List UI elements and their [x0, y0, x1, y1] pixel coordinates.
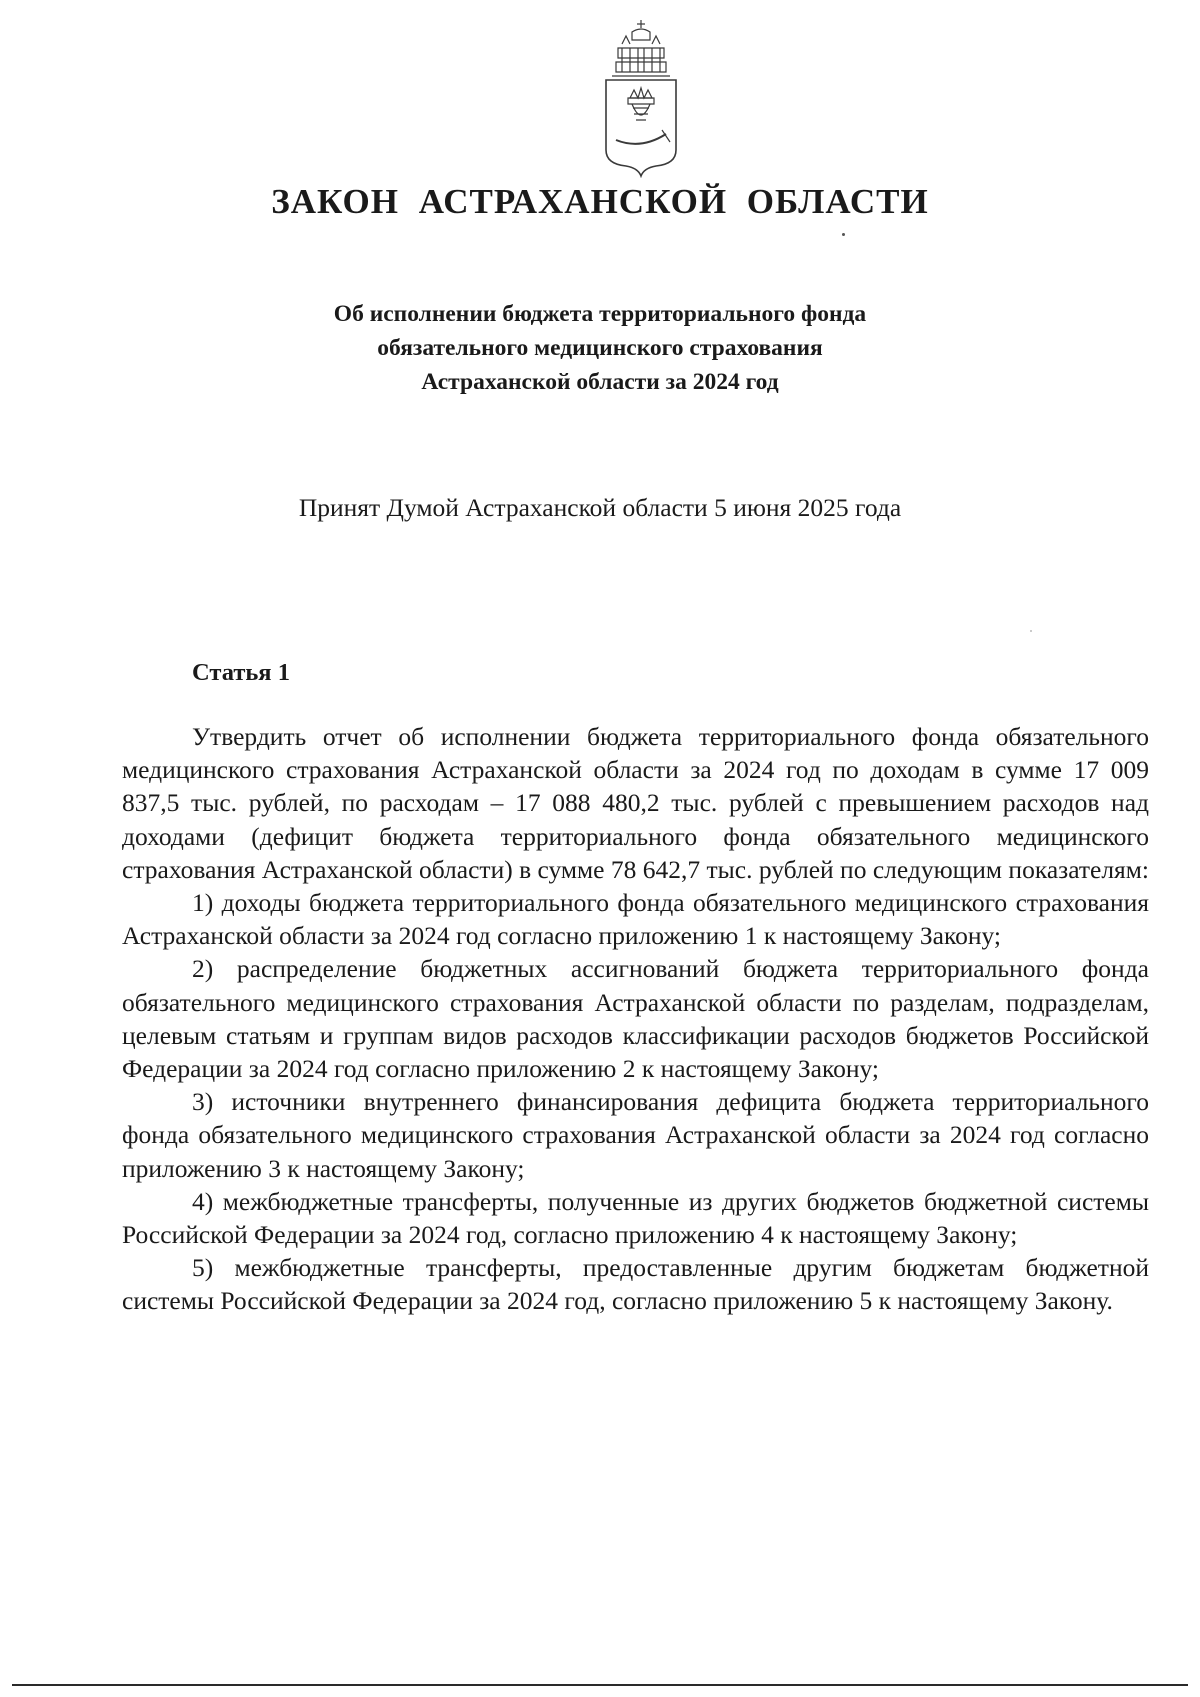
article-item-3: 3) источники внутреннего финансирования дефицита бюджета территориального фонда обязательного медицинского страхования Астраханской области за 2024 год согласно приложению 3 к настоящему Закону;: [122, 1087, 1149, 1183]
adoption-note: Принят Думой Астраханской области 5 июня 2025 года: [298, 493, 902, 522]
article-item-4: 4) межбюджетные трансферты, полученные из других бюджетов бюджетной системы Российской Федерации за 2024 год, согласно приложению 4 к настоящему Закону;: [122, 1186, 1149, 1250]
law-title-line-1: Об исполнении бюджета территориального фонда: [333, 301, 867, 327]
article-heading: Статья 1: [192, 659, 290, 686]
scan-speck: [1030, 630, 1032, 632]
coat-of-arms-emblem: [592, 18, 690, 178]
article-item-5: 5) межбюджетные трансферты, предоставленные другим бюджетам бюджетной системы Российской Федерации за 2024 год, согласно приложению 5 к настоящему Закону.: [122, 1253, 1149, 1316]
article-paragraph-intro: Утвердить отчет об исполнении бюджета территориального фонда обязательного медицинского страхования Астраханской области за 2024 год по доходам в сумме 17 009 837,5 тыс. рублей, по расходам – 17 088 480,2 тыс. рублей с превышением расходов над доходами (дефицит бюджета территориального фонда обязательного медицинского страхования Астраханской области) в сумме 78 642,7 тыс. рублей по следующим показателям:: [122, 722, 1150, 884]
article-item-1: 1) доходы бюджета территориального фонда обязательного медицинского страхования Астраханской области за 2024 год согласно приложению 1 к настоящему Закону;: [122, 888, 1149, 951]
article-item-2: 2) распределение бюджетных ассигнований бюджета территориального фонда обязательного медицинского страхования Астраханской области по разделам, подразделам, целевым статьям и группам видов расходов классификации расходов бюджетов Российской Федерации за 2024 год согласно приложению 2 к настоящему Закону;: [122, 954, 1149, 1084]
scan-dot: [842, 233, 845, 236]
article-body: [122, 720, 1149, 1318]
page-bottom-rule: [12, 1684, 1188, 1686]
law-title-line-2: обязательного медицинского страхования: [377, 335, 823, 361]
law-title: [0, 297, 1200, 399]
law-title-line-3: Астраханской области за 2024 год: [421, 369, 779, 395]
law-heading: ЗАКОН АСТРАХАНСКОЙ ОБЛАСТИ: [271, 182, 929, 221]
